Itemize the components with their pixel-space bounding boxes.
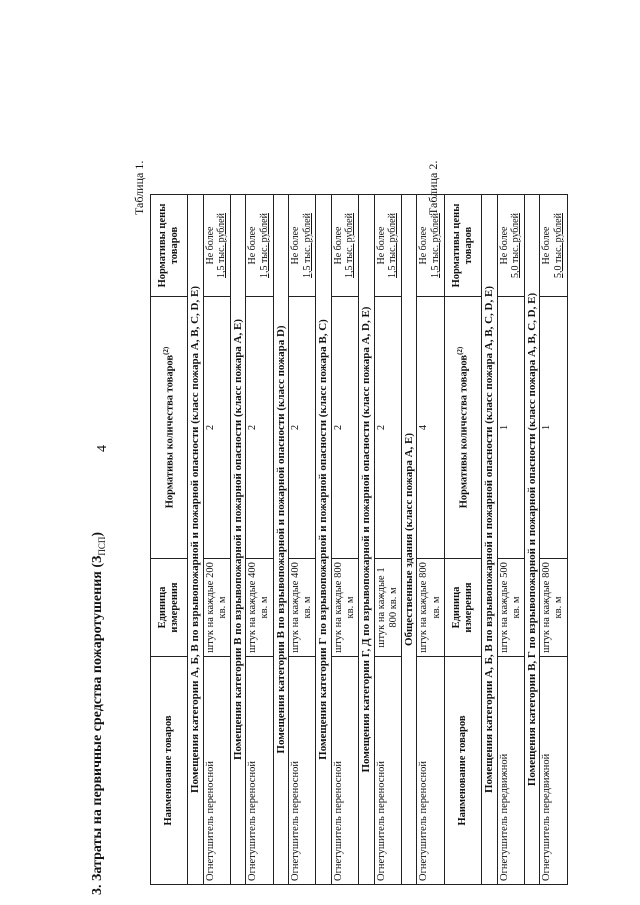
- group-row: [316, 195, 332, 885]
- item-quantity: 2: [203, 297, 230, 559]
- group-title: Помещения категории Г по взрывопожарной и пожарной опасности (класс пожара В, С): [316, 195, 332, 885]
- table-row: [331, 195, 358, 885]
- item-quantity: 2: [374, 297, 401, 559]
- table-caption: Таблица 1.: [132, 160, 146, 215]
- price-limit-label: Не более: [498, 226, 510, 265]
- group-title: Помещения категории В по взрывопожарной и пожарной опасности (класс пожара D): [273, 195, 289, 885]
- price-value: 1,5 тыс. рублей: [429, 213, 441, 278]
- column-header: Единица измерения: [445, 559, 482, 657]
- table-caption: Таблица 2.: [426, 160, 440, 215]
- group-row: [401, 195, 417, 885]
- item-price: [203, 195, 230, 297]
- price-value: 5,0 тыс. рублей: [510, 213, 522, 278]
- item-quantity: 2: [331, 297, 358, 559]
- group-row: [359, 195, 375, 885]
- item-unit: штук на каждые 400 кв. м: [289, 559, 316, 657]
- table-row: [203, 195, 230, 885]
- price-value: 1,5 тыс. рублей: [387, 213, 399, 278]
- price-limit-label: Не более: [375, 226, 387, 265]
- group-row: [482, 195, 498, 885]
- group-title: Помещения категории Г, Д по взрывопожарной и пожарной опасности (класс пожара А, D, Е): [359, 195, 375, 885]
- group-title: Общественные здания (класс пожара А, Е): [401, 195, 417, 885]
- table-row: [540, 195, 567, 885]
- item-name: Огнетушитель переносной: [246, 657, 273, 885]
- price-value: 1,5 тыс. рублей: [344, 213, 356, 278]
- item-price: [331, 195, 358, 297]
- norms-table-2: [444, 194, 568, 885]
- item-quantity: 4: [417, 297, 444, 559]
- table-row: [289, 195, 316, 885]
- item-name: Огнетушитель переносной: [417, 657, 444, 885]
- item-price: [540, 195, 567, 297]
- price-limit-label: Не более: [204, 226, 216, 265]
- column-header: Наименование товаров: [445, 657, 482, 885]
- table-row: [417, 195, 444, 885]
- group-title: Помещения категории А, Б, В по взрывопожарной и пожарной опасности (класс пожара А, В, С, D, Е): [482, 195, 498, 885]
- item-name: Огнетушитель переносной: [289, 657, 316, 885]
- item-quantity: 2: [289, 297, 316, 559]
- group-row: [524, 195, 540, 885]
- item-name: Огнетушитель передвижной: [540, 657, 567, 885]
- item-unit: штук на каждые 1 800 кв. м: [374, 559, 401, 657]
- price-value: 1,5 тыс. рублей: [216, 213, 228, 278]
- item-quantity: 1: [497, 297, 524, 559]
- price-value: 1,5 тыс. рублей: [301, 213, 313, 278]
- table-row: [497, 195, 524, 885]
- price-limit-label: Не более: [418, 226, 430, 265]
- group-row: [188, 195, 204, 885]
- item-unit: штук на каждые 800 кв. м: [540, 559, 567, 657]
- price-limit-label: Не более: [247, 226, 259, 265]
- column-header: Наименование товаров: [151, 657, 188, 885]
- item-price: [497, 195, 524, 297]
- norms-table-1: [150, 194, 445, 885]
- item-unit: штук на каждые 800 кв. м: [417, 559, 444, 657]
- column-header: Единица измерения: [151, 559, 188, 657]
- rotated-page-content: [88, 50, 588, 895]
- item-price: [289, 195, 316, 297]
- table-header-row: [151, 195, 188, 885]
- item-name: Огнетушитель переносной: [331, 657, 358, 885]
- item-name: Огнетушитель передвижной: [497, 657, 524, 885]
- item-price: [246, 195, 273, 297]
- price-limit-label: Не более: [332, 226, 344, 265]
- item-unit: штук на каждые 500 кв. м: [497, 559, 524, 657]
- price-value: 5,0 тыс. рублей: [552, 213, 564, 278]
- price-value: 1,5 тыс. рублей: [258, 213, 270, 278]
- table-header-row: [445, 195, 482, 885]
- group-row: [230, 195, 246, 885]
- column-header: Нормативы цены товаров: [151, 195, 188, 297]
- column-header: Нормативы количества товаров$^{(2)}$: [445, 297, 482, 559]
- price-limit-label: Не более: [541, 226, 553, 265]
- column-header: Нормативы количества товаров$^{(2)}$: [151, 297, 188, 559]
- item-quantity: 1: [540, 297, 567, 559]
- group-title: Помещения категории В, Г по взрывопожарной и пожарной опасности (класс пожара А, В, С, D, Е): [524, 195, 540, 885]
- price-limit-label: Не более: [290, 226, 302, 265]
- item-unit: штук на каждые 800 кв. м: [331, 559, 358, 657]
- group-title: Помещения категории В по взрывопожарной и пожарной опасности (класс пожара А, Е): [230, 195, 246, 885]
- page-number: 4: [95, 445, 110, 452]
- table-row: [374, 195, 401, 885]
- section-title: 3. Затраты на первичные средства пожаротушения $(З_{ПСП})$: [90, 531, 107, 895]
- item-name: Огнетушитель переносной: [374, 657, 401, 885]
- group-title: Помещения категории А, Б, В по взрывопожарной и пожарной опасности (класс пожара А, В, С, D, Е): [188, 195, 204, 885]
- item-name: Огнетушитель переносной: [203, 657, 230, 885]
- group-row: [273, 195, 289, 885]
- column-header: Нормативы цены товаров: [445, 195, 482, 297]
- table-row: [246, 195, 273, 885]
- item-price: [374, 195, 401, 297]
- item-unit: штук на каждые 200 кв. м: [203, 559, 230, 657]
- item-quantity: 2: [246, 297, 273, 559]
- item-unit: штук на каждые 400 кв. м: [246, 559, 273, 657]
